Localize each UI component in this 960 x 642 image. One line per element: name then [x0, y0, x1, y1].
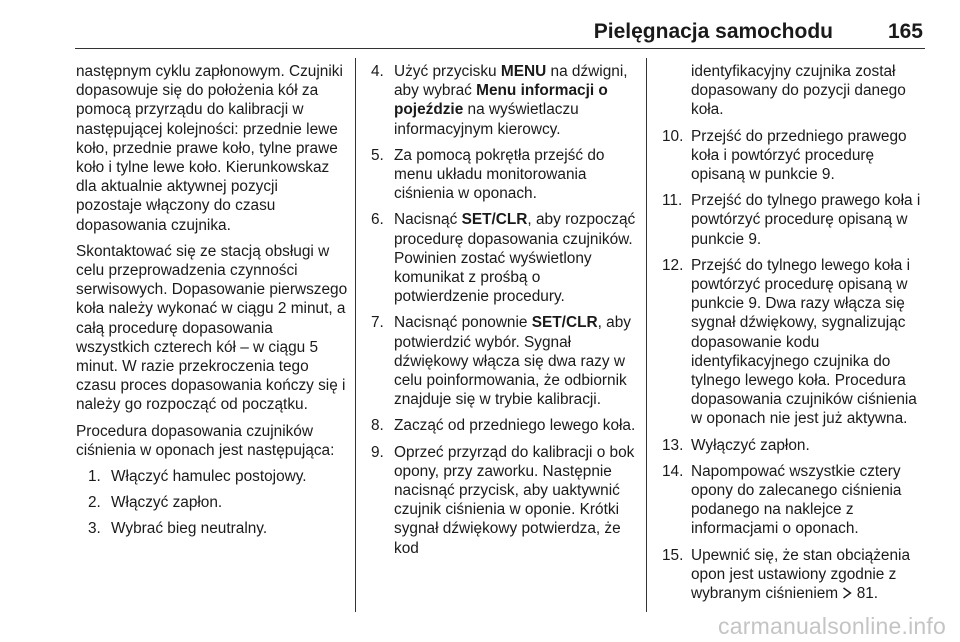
list-item: [662, 546, 928, 604]
step-text: Napompować wszystkie cztery opony do zalecanego ciśnienia podanego na naklejce z informacjami o oponach.: [691, 462, 902, 538]
list-item: [76, 519, 348, 538]
step-number: 2.: [88, 494, 101, 512]
section-title: Pielęgnacja samochodu: [593, 20, 833, 43]
step-text: Wybrać bieg neutralny.: [111, 520, 268, 538]
list-item: [662, 256, 928, 429]
step-number: 3.: [88, 520, 101, 538]
paragraph: Skontaktować się ze stacją obsługi w celu przeprowadzenia czynności serwisowych. Dopasowanie pierwszego koła należy wykonać w ciągu 2 minut, a całą procedurę dopasowania wszystkich czterech kół – w ciągu 5 minut. W razie przekroczenia tego czasu proces dopasowania kończy się i należy go rozpocząć od początku.: [76, 242, 348, 414]
watermark: carmanualsonline.info: [718, 613, 946, 639]
column-left: [76, 62, 348, 546]
list-item: [662, 436, 928, 455]
list-item: [371, 210, 637, 306]
step-number: 10.: [662, 127, 684, 145]
column-right: [662, 62, 928, 610]
page-reference[interactable]: 81.: [856, 585, 879, 603]
step-text: Włączyć zapłon.: [111, 494, 223, 512]
button-label: SET/CLR: [531, 314, 598, 332]
column-middle: [371, 62, 637, 565]
step-number: 4.: [371, 63, 384, 80]
step-text: Włączyć hamulec postojowy.: [111, 468, 307, 486]
list-item: [371, 62, 637, 139]
step-text: Za pomocą pokrętła przejść do menu układu monitorowania ciśnienia w oponach.: [394, 146, 605, 203]
list-item: [371, 416, 637, 435]
step-number: 7.: [371, 314, 384, 332]
step-number: 8.: [371, 417, 384, 435]
step-text: Przejść do przedniego prawego koła i powtórzyć procedurę opisaną w punkcie 9.: [691, 127, 907, 184]
column-divider: [355, 58, 356, 612]
paragraph: następnym cyklu zapłonowym. Czujniki dopasowuje się do położenia kół za pomocą przyrządu do kalibracji w następującej kolejności: przednie lewe koło, przednie prawe koło, tylne prawe koło i tylne lewe koło. Kierunkowskaz dla aktualnie aktywnej pozycji pozostaje włączony do czasu dopasowania czujnika.: [76, 63, 343, 234]
step-text: Wyłączyć zapłon.: [691, 436, 810, 454]
list-item: [662, 191, 928, 249]
page-header: [75, 0, 925, 49]
page-number: 165: [887, 20, 923, 43]
list-item: [76, 493, 348, 512]
column-divider: [646, 58, 647, 612]
menu-label: MENU: [500, 63, 547, 80]
list-item: [371, 443, 637, 558]
list-item: [76, 467, 348, 486]
step-text: Zacząć od przedniego lewego koła.: [394, 417, 636, 435]
list-item: [662, 462, 928, 539]
step-text: Użyć przycisku MENU na dźwigni, aby wybrać Menu informacji o pojeździe na wyświetlaczu informacyjnym kierowcy.: [394, 63, 628, 138]
paragraph: identyfikacyjny czujnika został dopasowany do pozycji danego koła.: [691, 63, 906, 119]
step-text: Nacisnąć ponownie SET/CLR, aby potwierdzić wybór. Sygnał dźwiękowy włącza się dwa razy w celu poinformowania, że odbiornik znajduje się w trybie kalibracji.: [394, 314, 631, 409]
step-text: Upewnić się, że stan obciążenia opon jest ustawiony zgodnie z wybranym ciśnieniem 81.: [691, 546, 911, 603]
menu-label: Menu informacji o pojeździe: [394, 82, 608, 119]
list-item: [371, 146, 637, 204]
step-number: 9.: [371, 443, 384, 461]
button-label: SET/CLR: [461, 211, 528, 229]
step-number: 5.: [371, 146, 384, 164]
step-text: Nacisnąć SET/CLR, aby rozpocząć procedurę dopasowania czujników. Powinien zostać wyświetlony komunikat z prośbą o potwierdzenie procedury.: [394, 211, 636, 306]
step-number: 1.: [88, 468, 101, 486]
paragraph: Procedura dopasowania czujników ciśnienia w oponach jest następująca:: [76, 422, 335, 459]
step-number: 14.: [662, 462, 684, 480]
list-item: [662, 127, 928, 185]
step-number: 13.: [662, 436, 684, 454]
step-number: 12.: [662, 256, 684, 274]
list-item: [371, 313, 637, 409]
step-number: 6.: [371, 211, 384, 229]
page-ref-arrow-icon: [842, 585, 852, 602]
step-number: 15.: [662, 546, 684, 564]
step-text: Przejść do tylnego lewego koła i powtórzyć procedurę opisaną w punkcie 9. Dwa razy włącza się sygnał dźwiękowy, sygnalizując dopasowanie kodu identyfikacyjnego czujnika do tylnego lewego koła. Procedura dopasowania czujników ciśnienia w oponach nie jest już aktywna.: [691, 256, 917, 428]
step-text: Przejść do tylnego prawego koła i powtórzyć procedurę opisaną w punkcie 9.: [691, 192, 921, 248]
step-text: Oprzeć przyrząd do kalibracji o bok opony, przy zaworku. Następnie nacisnąć przycisk, aby uaktywnić czujnik ciśnienia w oponie. Krótki sygnał dźwiękowy potwierdza, że kod: [394, 443, 635, 557]
step-number: 11.: [662, 192, 683, 210]
